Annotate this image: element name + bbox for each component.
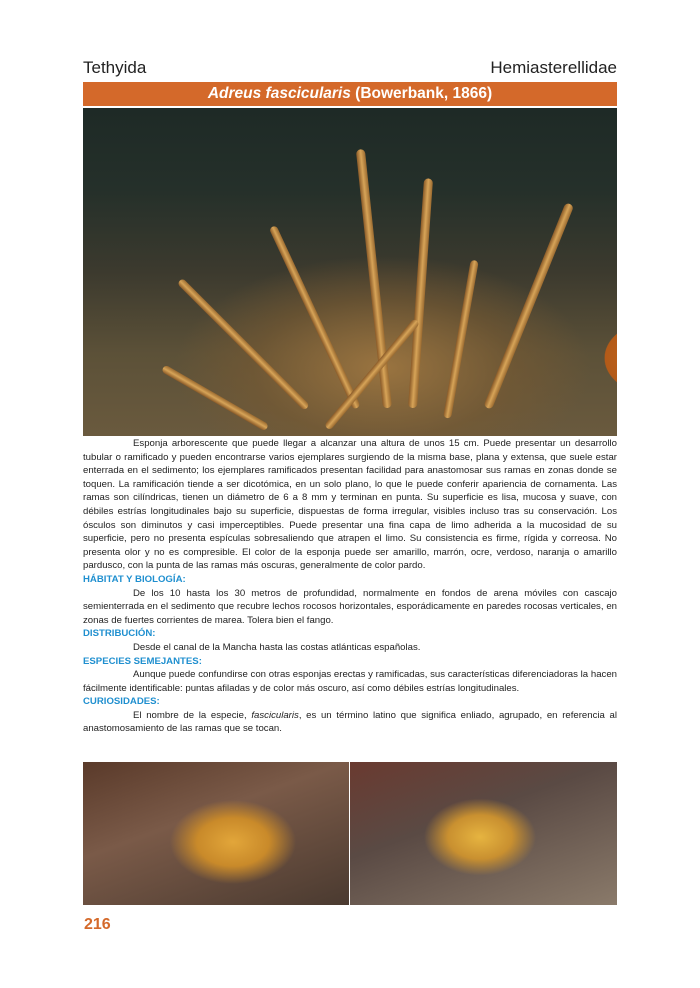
- habitat-heading: HÁBITAT Y BIOLOGÍA:: [83, 573, 186, 585]
- sponge-photo-left: [83, 762, 349, 905]
- description-paragraph: Esponja arborescente que puede llegar a alcanzar una altura de unos 15 cm. Puede presentar un desarrollo tubular o ramificado y pueden encontrarse varios ejemplares surgiendo de la misma base, plana y extensa, que suele estar enterrada en el sedimento; los ejemplares ramificados presentan facilidad para anastomosar sus ramas en zonas donde se toquen. La ramificación tiende a ser dicotómica, en un solo plano, lo que le puede conferir apariencia de cornamenta. Las ramas son cilíndricas, tienen un diámetro de 6 a 8 mm y terminan en punta. Su superficie es lisa, mucosa y suave, con débiles estrías longitudinales bajo su superficie, dispuestas de forma irregular, visibles incluso tras su conservación. Los ósculos son diminutos y casi imperceptibles. Puede presentar una fina capa de limo adherida a la mucosidad de su superficie, pero no presenta espículas sobresaliendo que atrapen el limo. Su consistencia es firme, rígida y correosa. No presenta olor y no es compresible. El color de la esponja puede ser amarillo, marrón, ocre, verdoso, naranja o amarillo pardusco, con la punta de las ramas más oscuras, generalmente de color pardo.: [83, 438, 617, 572]
- curiosities-text-a: El nombre de la especie,: [133, 709, 252, 721]
- distribution-heading: DISTRIBUCIÓN:: [83, 628, 156, 640]
- similar-species-paragraph: Aunque puede confundirse con otras esponjas erectas y ramificadas, sus características diferenciadoras la hacen fácilmente identificable: puntas afiladas y de color más oscuro, así como débiles estrías longitudinales.: [83, 669, 617, 694]
- order-name: Tethyida: [83, 58, 147, 77]
- distribution-paragraph: Desde el canal de la Mancha hasta las costas atlánticas españolas.: [133, 641, 421, 653]
- species-name: Adreus fascicularis: [207, 85, 351, 102]
- species-authority: (Bowerbank, 1866): [355, 85, 493, 102]
- curiosities-heading: CURIOSIDADES:: [83, 696, 160, 708]
- page-number: 216: [84, 916, 111, 933]
- curiosities-text-b: , es un término latino que significa enliado, agrupado, en referencia al anastomosamiento de las ramas que se tocan.: [83, 709, 618, 735]
- main-sponge-photo: [83, 108, 617, 436]
- family-name: Hemiasterellidae: [490, 58, 617, 77]
- habitat-paragraph: De los 10 hasta los 30 metros de profundidad, normalmente en fondos de arena móviles con cascajo semienterrada en el sedimento que recubre lechos rocosos horizontales, esporádicamente en paredes rocosas verticales, en zonas de fuertes corrientes de marea. Tolera bien el fango.: [83, 587, 617, 626]
- similar-species-heading: ESPECIES SEMEJANTES:: [83, 655, 202, 667]
- curiosities-paragraph: [83, 709, 617, 736]
- curiosities-italic: fascicularis: [251, 709, 299, 721]
- sponge-photo-right: [350, 762, 617, 905]
- species-title-band: [83, 82, 617, 106]
- species-text: [83, 437, 617, 736]
